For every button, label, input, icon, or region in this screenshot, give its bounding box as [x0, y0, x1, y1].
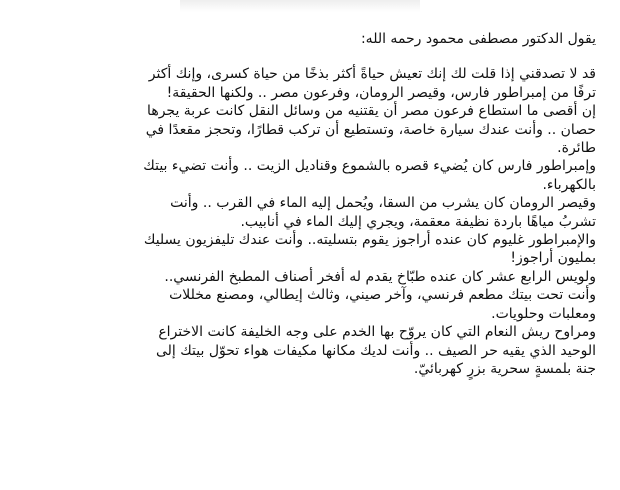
- document-heading: يقول الدكتور مصطفى محمود رحمه الله:: [360, 31, 596, 47]
- document-body: [136, 30, 596, 378]
- paragraph-lighting: وإمبراطور فارس كان يُضيء قصره بالشموع وقناديل الزيت .. وأنت تضيء بيتك بالكهرباء.: [143, 158, 596, 193]
- paragraph-water: وقيصر الرومان كان يشرب من السقا، ويُحمل إليه الماء في القرب .. وأنت تشربُ مياهًا باردة نظيفة معقمة، ويجري إليك الماء في أنابيب.: [170, 195, 596, 230]
- paragraph-cooling: ومراوح ريش النعام التي كان يروّح بها الخدم على وجه الخليفة كانت الاختراع الوحيد الذي يقيه حر الصيف .. وأنت لديك مكانها مكيفات هواء تحوّل بيتك إلى جنة بلمسةٍ سحرية بزرٍ كهربائيّ.: [155, 324, 596, 377]
- paragraph-transport: إن أقصى ما استطاع فرعون مصر أن يقتنيه من وسائل النقل كانت عربة يجرها حصان .. وأنت عندك سيارة خاصة، وتستطيع أن تركب قطارًا، وتحجز مقعدًا في طائرة.: [145, 103, 596, 157]
- top-edge-shade: [180, 0, 420, 12]
- paragraph-entertainment: والإمبراطور غليوم كان عنده أراجوز يقوم بتسليته.. وأنت عندك تليفزيون يسليك بمليون أراجوز!: [143, 232, 596, 267]
- paragraph-pharaoh-intro: قد لا تصدقني إذا قلت لك إنك تعيش حياةً أكثر بذخًا من حياة كسرى، وإنك أكثر ترفًا من إمبراطور فارس، وقيصر الرومان، وفرعون مصر .. ولكنها الحقيقة!: [148, 66, 596, 101]
- paragraph-food: ولويس الرابع عشر كان عنده طبّاخ يقدم له أفخر أصناف المطبخ الفرنسي.. وأنت تحت بيتك مطعم فرنسي، وآخر صيني، وثالث إيطالي، ومصنع مخللات ومعلبات وحلويات.: [164, 268, 596, 322]
